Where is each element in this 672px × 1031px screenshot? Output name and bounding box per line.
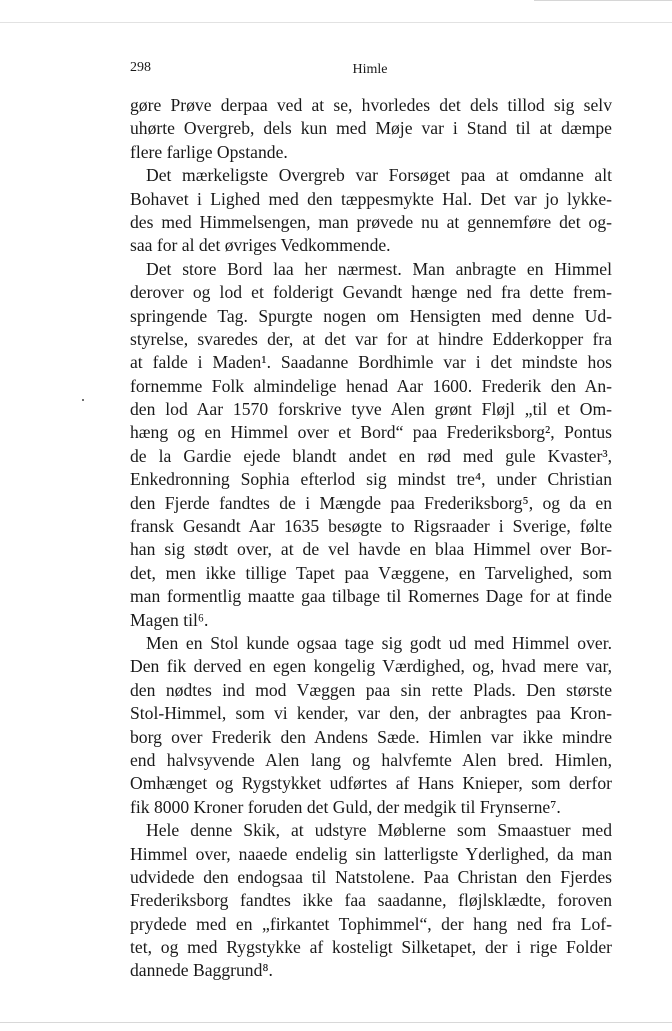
text-line: den lod Aar 1570 forskrive tyve Alen grønt Fløjl „til et Om- (130, 399, 612, 420)
text-line: springende Tag. Spurgte nogen om Hensigten med denne Ud- (130, 305, 612, 326)
scan-edge-top (0, 22, 672, 23)
text-line: fransk Gesandt Aar 1635 besøgte to Rigsraader i Sverige, følte (130, 516, 612, 537)
text-line: Det mærkeligste Overgreb var Forsøget paa at omdanne alt (146, 165, 612, 186)
text-line: Himmel over, naaede endelig sin latterligste Yderlighed, da man (130, 843, 612, 864)
text-line: end halvsyvende Alen lang og halvfemte Alen bred. Himlen, (130, 749, 612, 770)
text-line: derover og lod et folderigt Gevandt hænge ned fra dette frem- (130, 282, 612, 303)
text-line: fornemme Folk almindelige henad Aar 1600. Frederik den An- (130, 375, 612, 396)
text-line: Det store Bord laa her nærmest. Man anbragte en Himmel (146, 258, 612, 279)
text-line: Bohavet i Lighed med den tæppesmykte Hal. Det var jo lykke- (130, 188, 612, 209)
text-line: den Fjerde fandtes de i Mængde paa Frederiksborg⁵, og da en (130, 492, 612, 513)
text-line: hæng og en Himmel over et Bord“ paa Frederiksborg², Pontus (130, 422, 612, 443)
text-line: styrelse, svaredes der, at det var for at hindre Edderkopper fra (130, 328, 612, 349)
text-line: de la Gardie ejede blandt andet en rød med gule Kvaster³, (130, 445, 612, 466)
page-number: 298 (130, 60, 151, 75)
text-line: Den fik derved en egen kongelig Værdighed, og, hvad mere var, (130, 656, 612, 677)
text-line: flere farlige Opstande. (130, 141, 288, 162)
text-line: Men en Stol kunde ogsaa tage sig godt ud med Himmel over. (146, 632, 612, 653)
text-line: Omhænget og Rygstykket udførtes af Hans Knieper, som derfor (130, 773, 612, 794)
text-line: han sig stødt over, at de vel havde en blaa Himmel over Bor- (130, 539, 612, 560)
text-line: borg over Frederik den Andens Sæde. Himlen var ikke mindre (130, 726, 612, 747)
text-line: dannede Baggrund⁸. (130, 960, 273, 981)
body-text (130, 94, 612, 983)
text-line: fik 8000 Kroner foruden det Guld, der medgik til Frynserne⁷. (130, 796, 561, 817)
text-line: Magen til⁶. (130, 609, 209, 630)
text-line: Enkedronning Sophia efterlod sig mindst tre⁴, under Christian (130, 469, 612, 490)
text-line: des med Himmelsengen, man prøvede nu at gennemføre det og- (130, 211, 612, 232)
text-line: Hele denne Skik, at udstyre Møblerne som Smaastuer med (146, 820, 612, 841)
margin-speck (82, 399, 84, 401)
text-line: tet, og med Rygstykke af kosteligt Silketapet, der i rige Folder (130, 937, 612, 958)
scan-edge-corner (534, 0, 672, 1)
scan-edge-bottom (0, 1022, 672, 1023)
text-line: udvidede den endogsaa til Natstolene. Paa Christan den Fjerdes (130, 866, 612, 887)
text-line: den nødtes ind mod Væggen paa sin rette Plads. Den største (130, 679, 612, 700)
text-line: gøre Prøve derpaa ved at se, hvorledes det dels tillod sig selv (130, 95, 612, 115)
text-line: prydede med en „firkantet Tophimmel“, der hang ned fra Lof- (130, 913, 612, 934)
text-line: at falde i Maden¹. Saadanne Bordhimle var i det mindste hos (130, 352, 612, 373)
running-head: Himle (352, 62, 388, 77)
text-line: det, men ikke tillige Tapet paa Væggene, en Tarvelighed, som (130, 562, 612, 583)
text-line: Frederiksborg fandtes ikke faa saadanne, fløjlsklædte, foroven (130, 890, 612, 911)
text-line: man formentlig maatte gaa tilbage til Romernes Dage for at finde (130, 586, 612, 607)
text-line: saa for al det øvriges Vedkommende. (130, 235, 391, 256)
text-line: uhørte Overgreb, dels kun med Møje var i Stand til at dæmpe (130, 118, 612, 139)
text-line: Stol-Himmel, som vi kender, var den, der anbragtes paa Kron- (130, 703, 612, 724)
